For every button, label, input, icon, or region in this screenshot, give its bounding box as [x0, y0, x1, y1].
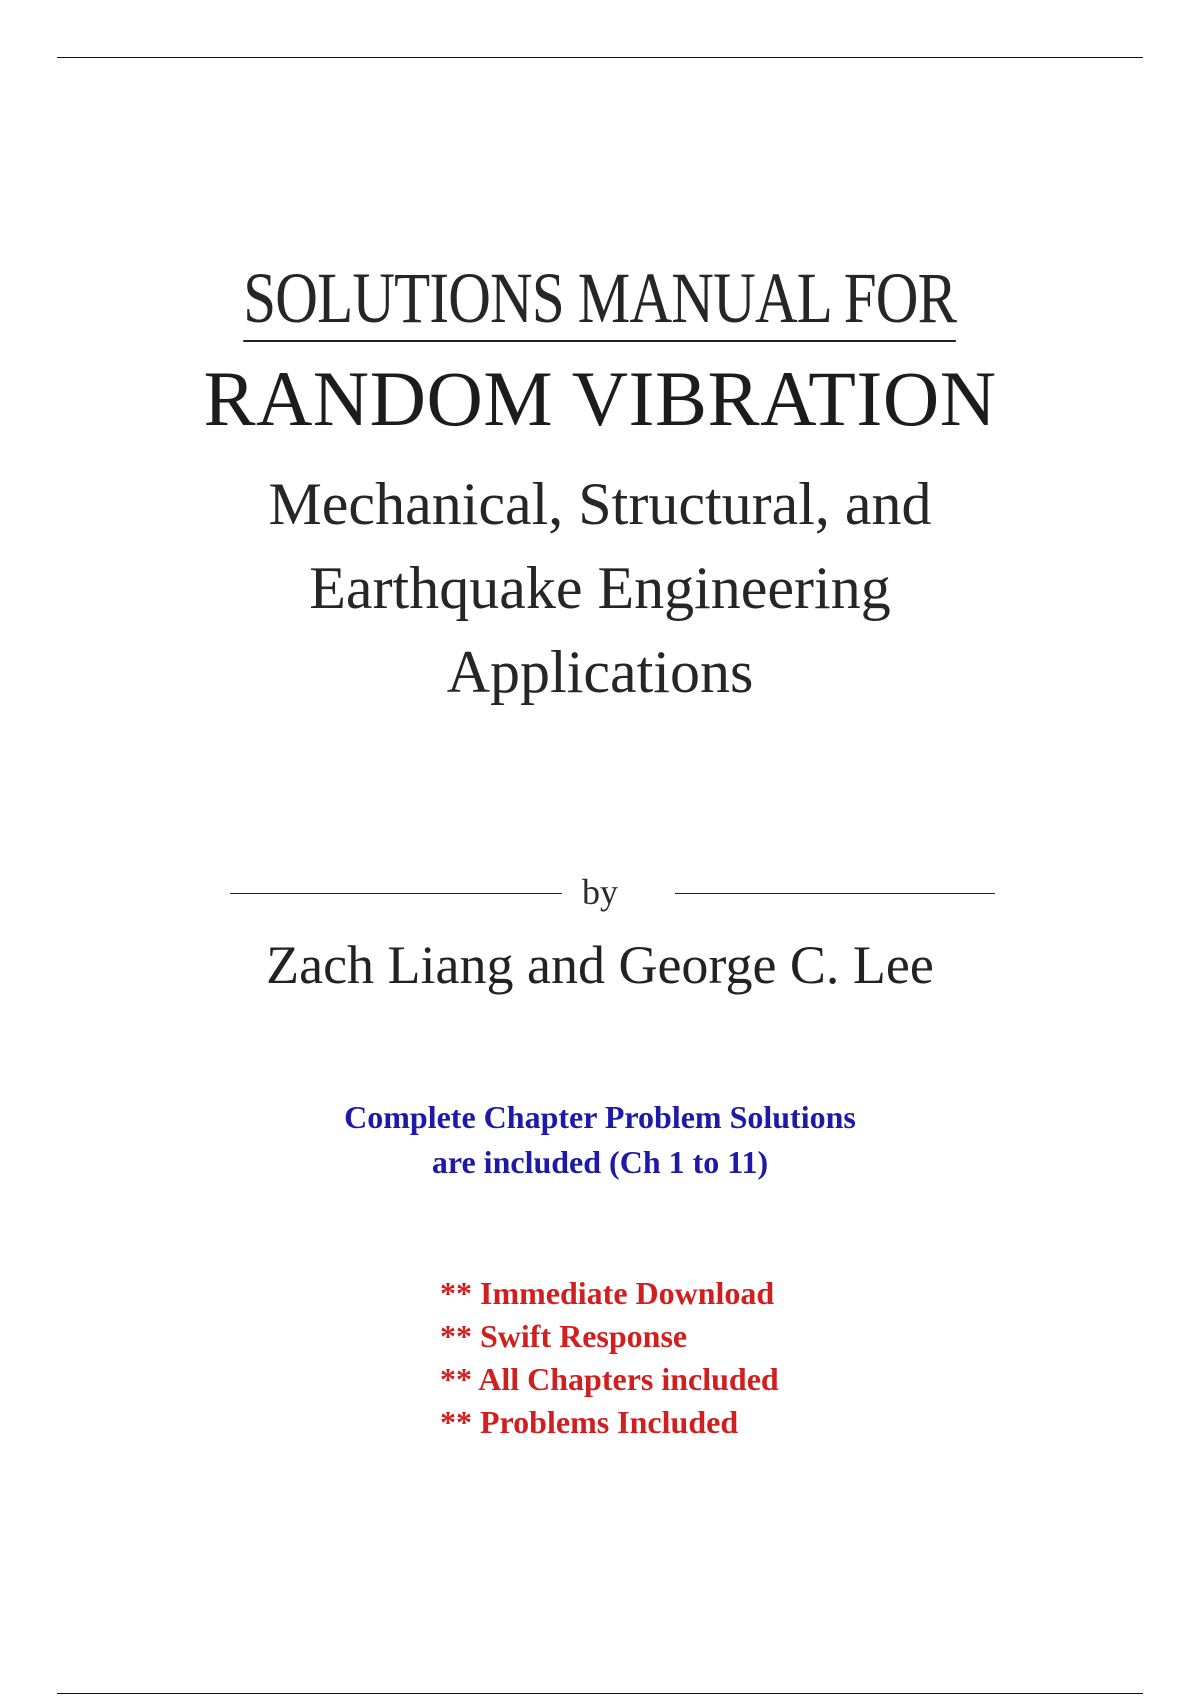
feature-item: ** Problems Included — [440, 1404, 739, 1440]
top-rule — [57, 57, 1143, 58]
feature-item: ** All Chapters included — [440, 1361, 779, 1397]
kicker-container — [0, 258, 1200, 342]
promo-line: are included (Ch 1 to 11) — [431, 1144, 769, 1180]
promo-text — [0, 1095, 1200, 1185]
byline-by: by — [582, 872, 618, 912]
subtitle-line: Earthquake Engineering — [309, 555, 891, 621]
kicker-heading: SOLUTIONS MANUAL FOR — [244, 262, 957, 342]
subtitle-line: Applications — [446, 639, 754, 705]
book-title: RANDOM VIBRATION — [203, 355, 997, 442]
byline-divider — [0, 868, 1200, 916]
book-subtitle — [0, 462, 1200, 714]
byline-rule-right — [675, 893, 995, 894]
feature-item: ** Swift Response — [440, 1318, 688, 1354]
bottom-rule — [57, 1693, 1143, 1694]
feature-item: ** Immediate Download — [440, 1275, 775, 1311]
feature-list — [440, 1272, 779, 1444]
authors: Zach Liang and George C. Lee — [266, 935, 934, 995]
subtitle-line: Mechanical, Structural, and — [268, 471, 932, 537]
promo-line: Complete Chapter Problem Solutions — [344, 1099, 856, 1135]
